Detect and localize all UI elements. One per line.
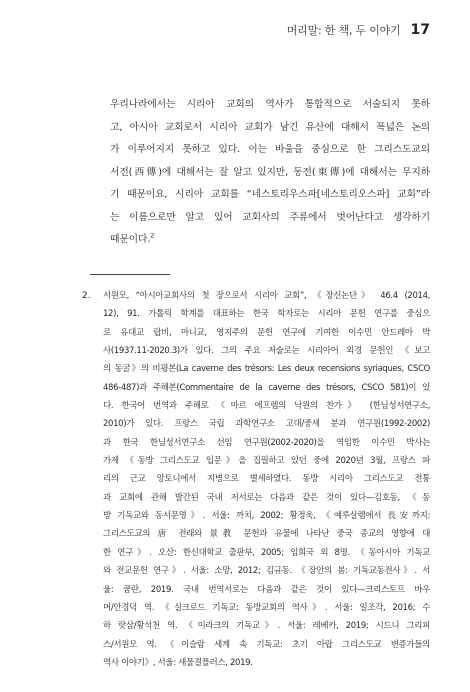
footnote-line: 울: 쿰란, 2019. 국내 번역서로는 다음과 같은 것이 있다—크리스토프 바우 — [103, 584, 430, 595]
footnote-line: 로 유대교 랍비, 마니교, 영지주의 문헌 연구에 기여한 이수민 안드레아 박 — [103, 327, 430, 338]
body-line: 우리나라에서는 시리아 교회의 역사가 통합적으로 서술되지 못하 — [110, 99, 430, 110]
body-line: 기 때문이요, 시리아 교회를 “네스토리우스파[네스토리오스파] 교회”라 — [110, 189, 430, 200]
footnote-line: 과 한국 한님성서연구소 선임 연구원(2002-2020)을 역임한 이수민 박사는 — [103, 437, 430, 448]
footnote-text — [103, 287, 430, 672]
body-line: 고, 아시아 교회로서 시리아 교회가 남긴 유산에 대해서 폭넓은 논의 — [110, 121, 430, 133]
footnote-line: 서원모, “아시아교회사의 첫 장으로서 시리아 교회”, 《장신논단》 46.4 (2014, — [103, 291, 430, 301]
footnote-line: 가제 《동방 그리스도교 입문》을 집필하고 있던 중에 2020년 3월, 프랑스 파 — [103, 456, 430, 467]
footnote-line: 2010)가 있다. 프랑스 국립 과학연구소 고대/중세 분과 연구원(1992-2002) — [103, 419, 430, 430]
body-line: 서전(西傳)에 대해서는 잘 알고 있지만, 동전(東傳)에 대해서는 무지하 — [110, 166, 430, 178]
footnote-last-line: 역사 이야기》, 서울: 새물결플러스, 2019. — [103, 657, 253, 668]
body-last-line-text: 때문이다. — [110, 234, 151, 245]
footnote-line: 리의 근교 앙토니에서 지병으로 별세하였다. 동방 시리아 그리스도교 전통 — [103, 474, 430, 485]
body-last-line — [110, 229, 430, 252]
footnote-line: 사(1937.11-2020.3)가 있다. 그의 주요 저술로는 시리아어 외경 문헌인 《보고 — [103, 346, 430, 357]
footnote-line: 과 교회에 관해 발간된 국내 저서로는 다음과 같은 것이 있다—김호동, 《동 — [103, 492, 430, 503]
footnote-line: 그리스도교의 唐 전래와 景教 문헌과 유물에 나타난 중국 종교의 영향에 대 — [103, 529, 430, 540]
footnote-line: 다. 한국어 번역과 주해로 《마르 에프렘의 낙원의 찬가》 (한님성서연구소, — [103, 401, 430, 412]
footnote-line: 와 전교문헌 연구》. 서울: 소망, 2012; 김규동. 《장안의 봄: 기독교동전사》. 서 — [103, 566, 430, 577]
footnote-line: 하 랏삼/황석천 역. 《이라크의 기독교》. 서울: 레베카, 2019; 시드니 그리피 — [103, 621, 430, 632]
page-number: 17 — [410, 22, 430, 38]
footnote-line: 486-487)과 주해본(Commentaire de la caverne des trésors, CSCO 581)이 있 — [103, 382, 430, 393]
body-paragraph — [110, 94, 430, 252]
body-line: 는 이름으로만 알고 있어 교회사의 주류에서 벗어난다고 생각하기 — [110, 211, 430, 223]
footnote-line: 한 연구》. 오산: 한신대학교 출판부, 2005; 임희국 외 8명. 《동아시아 기독교 — [103, 547, 430, 558]
running-title: 머리말: 한 책, 두 이야기 — [286, 24, 401, 37]
footnote-line: 머/안경덕 역. 《실크로드 기독교: 동방교회의 역사》. 서울: 일조각, 2016; 수 — [103, 602, 430, 613]
page-header — [287, 22, 430, 38]
footnote-line: 스/서원모 역. 《이슬람 세계 속 기독교: 초기 아랍 그리스도교 변증가들의 — [103, 639, 430, 650]
footnote-divider — [90, 274, 170, 275]
body-line: 가 이루어지지 못하고 있다. 이는 바울을 중심으로 한 그리스도교의 — [110, 144, 430, 155]
footnote-line: 12), 91. 가톨릭 학계를 대표하는 한국 학자로는 시리아 문헌 연구를 중심으 — [103, 309, 430, 320]
footnote-number: 2. — [82, 291, 91, 301]
footnote-reference[interactable]: 2 — [150, 231, 155, 240]
footnote-line: 방 기독교와 동서문명》. 서울: 까치, 2002; 황정욱, 《예루살렘에서 長安까지: — [103, 511, 430, 522]
footnote-line: 의 동굴》의 비평본(La caverne des trésors: Les deux recensions syriaques, CSCO — [103, 364, 430, 375]
